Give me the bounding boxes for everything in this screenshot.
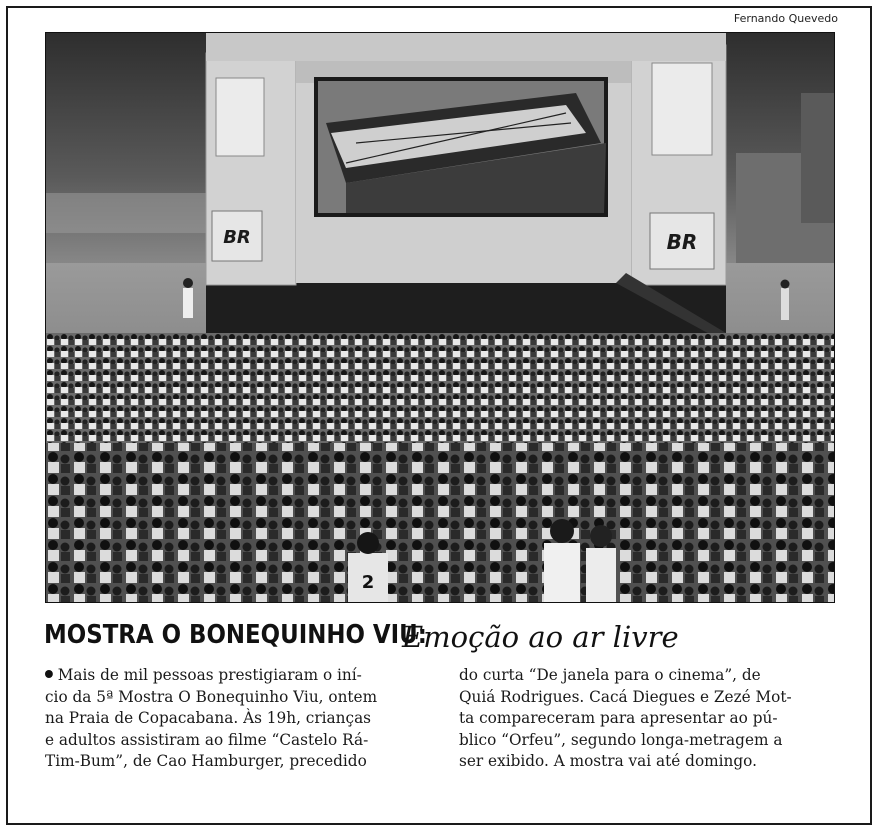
- body-column-right: [459, 665, 826, 773]
- body-line: cio da 5ª Mostra O Bonequinho Viu, ontem: [45, 687, 378, 706]
- body-line: ser exibido. A mostra vai até domingo.: [459, 752, 757, 771]
- photo-credit: Fernando Quevedo: [733, 12, 838, 25]
- body-line: na Praia de Copacabana. Às 19h, crianças: [45, 709, 372, 728]
- headline: [44, 620, 844, 654]
- br-sign-left: BR: [223, 227, 251, 248]
- body-line: Tim-Bum”, de Cao Hamburger, precedido: [45, 752, 367, 771]
- body-column-left: [45, 665, 412, 773]
- headline-deck: Emoção ao ar livre: [402, 620, 679, 654]
- body-line: do curta “De janela para o cinema”, de: [459, 666, 761, 684]
- bullet-icon: [45, 670, 53, 678]
- body-line: blico “Orfeu”, segundo longa-metragem a: [459, 730, 783, 749]
- photo-illustration: [46, 33, 834, 602]
- body-line: e adultos assistiram ao filme “Castelo Rá-: [45, 730, 369, 749]
- body-line: Quiá Rodrigues. Cacá Diegues e Zezé Mot-: [459, 687, 792, 706]
- headline-kicker: MOSTRA O BONEQUINHO VIU:: [44, 620, 427, 650]
- body-line: ta compareceram para apresentar ao pú-: [459, 709, 778, 728]
- shirt-number: 2: [361, 572, 375, 593]
- body-line: Mais de mil pessoas prestigiaram o iní-: [45, 665, 412, 687]
- beach-cinema-photo: [45, 32, 835, 603]
- br-sign-right: BR: [666, 230, 698, 254]
